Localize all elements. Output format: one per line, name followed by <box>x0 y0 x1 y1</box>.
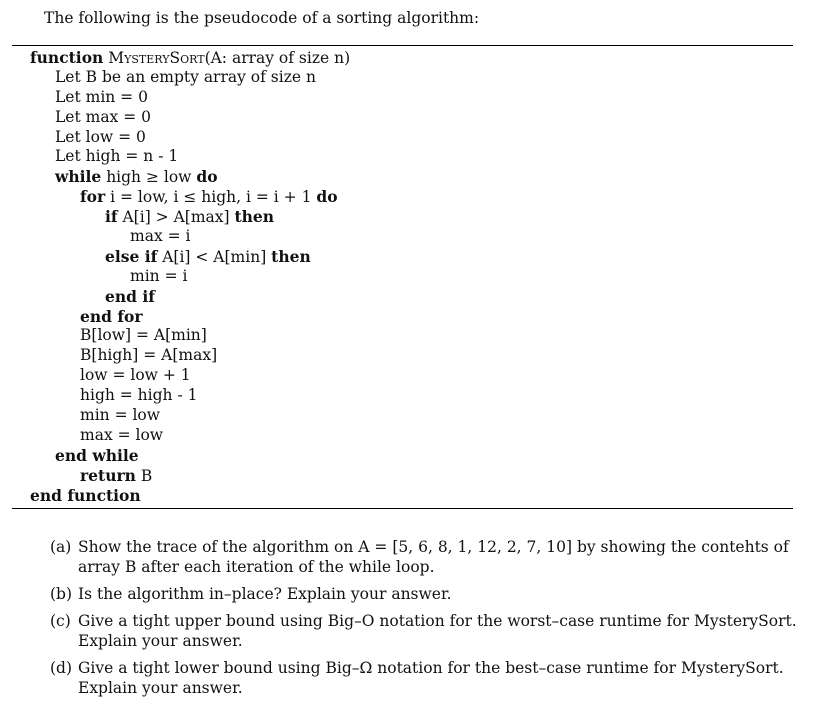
question-text: Show the trace of the algorithm on A = [5, 6, 8, 1, 12, 2, 7, 10] by showing the contehts of array B after each iteration of the while loop. <box>78 538 789 576</box>
keyword: do <box>196 167 218 187</box>
code-line: max = i <box>130 227 191 246</box>
code-line-end-if: end if <box>105 286 155 306</box>
code-text: A[i] > A[max] <box>117 208 235 227</box>
code-line-end-function: end function <box>30 485 141 505</box>
function-name: MysterySort <box>108 49 205 67</box>
question-label: (a) <box>50 538 72 556</box>
question-text: Give a tight upper bound using Big–O notation for the worst–case runtime for MysterySort. Explain your answer. <box>78 612 797 650</box>
keyword: then <box>234 207 275 227</box>
code-text: high ≥ low <box>101 168 197 187</box>
question-list <box>50 537 798 705</box>
code-line-if <box>30 207 350 227</box>
code-line-while <box>30 167 350 187</box>
code-line: Let low = 0 <box>55 127 146 146</box>
keyword: else if <box>105 246 158 266</box>
code-line: Let max = 0 <box>55 107 152 126</box>
code-line: B[low] = A[min] <box>80 326 207 345</box>
question-label: (c) <box>50 612 71 630</box>
keyword: return <box>80 465 136 485</box>
question-b <box>50 584 798 604</box>
code-line-end-while: end while <box>55 445 139 465</box>
pseudocode-block <box>30 48 350 505</box>
keyword: function <box>30 48 104 67</box>
code-line-function <box>30 48 350 68</box>
code-line-end-for: end for <box>80 306 143 326</box>
question-d <box>50 658 798 698</box>
code-line: low = low + 1 <box>80 366 191 385</box>
bottom-rule <box>12 508 793 509</box>
code-line: min = low <box>80 406 161 425</box>
code-line: Let min = 0 <box>55 87 148 106</box>
question-text: Is the algorithm in–place? Explain your answer. <box>78 585 452 603</box>
code-line-for <box>30 187 350 207</box>
code-line: Let high = n - 1 <box>55 147 179 166</box>
keyword: while <box>55 167 102 187</box>
code-text: A[i] < A[min] <box>157 247 272 266</box>
question-label: (d) <box>50 659 73 677</box>
keyword: then <box>271 246 311 266</box>
question-a <box>50 537 798 577</box>
keyword: for <box>80 187 106 207</box>
code-line: B[high] = A[max] <box>80 346 218 365</box>
code-line-return <box>30 466 350 486</box>
code-line-else-if <box>30 247 350 267</box>
function-args: (A: array of size n) <box>204 49 351 67</box>
keyword: do <box>316 187 338 207</box>
question-label: (b) <box>50 585 73 603</box>
question-text: Give a tight lower bound using Big–Ω notation for the best–case runtime for MysterySort. Explain your answer. <box>78 659 784 697</box>
intro-text: The following is the pseudocode of a sorting algorithm: <box>44 9 480 27</box>
code-line: max = low <box>80 425 164 444</box>
code-line: Let B be an empty array of size n <box>55 67 316 86</box>
code-text: i = low, i ≤ high, i = i + 1 <box>105 188 317 207</box>
code-text: B <box>135 466 153 485</box>
top-rule <box>12 45 793 46</box>
code-line: high = high - 1 <box>80 386 198 405</box>
keyword: if <box>105 207 118 227</box>
code-line: min = i <box>130 266 188 285</box>
question-c <box>50 611 798 651</box>
